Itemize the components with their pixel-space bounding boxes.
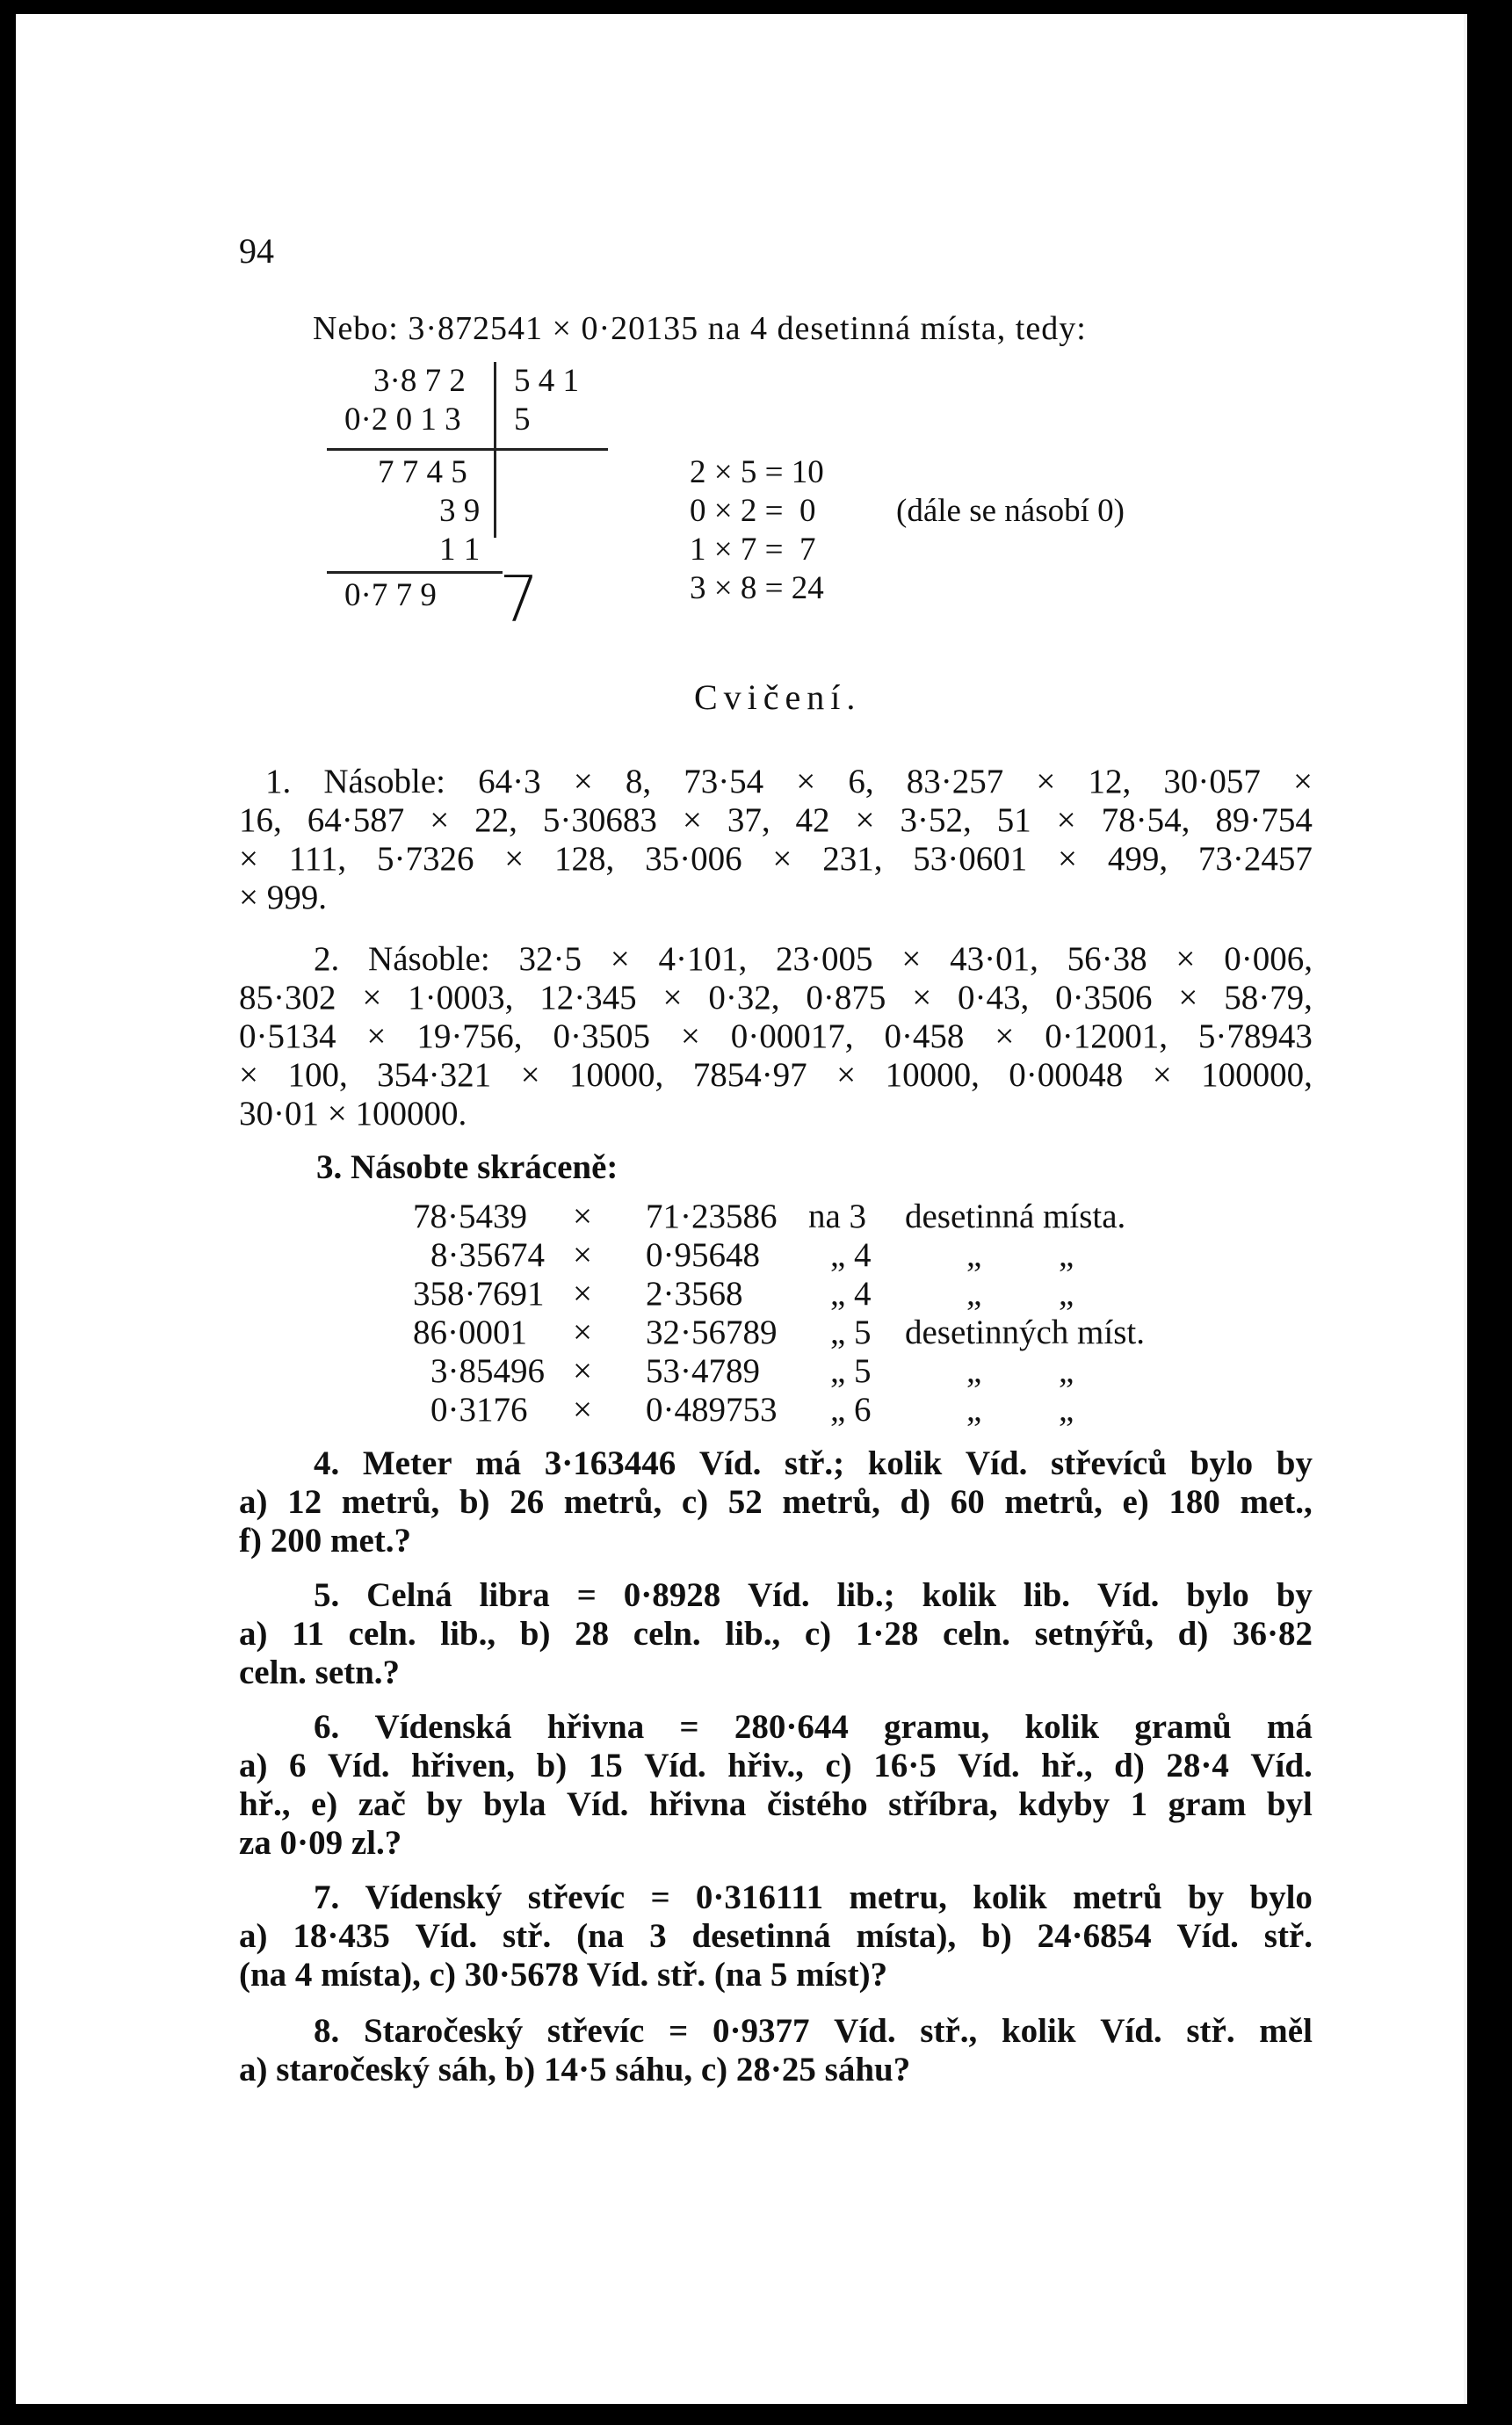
equation-2: 0 × 2 = 0	[690, 493, 816, 529]
equation-3: 1 × 7 = 7	[690, 532, 816, 568]
ex1-line-1: 1. Násoble: 64·3 × 8, 73·54 × 6, 83·257 × 12, 30·057 ×	[265, 763, 1313, 800]
ex7-line-3: (na 4 místa), c) 30·5678 Víd. stř. (na 5 míst)?	[239, 1956, 888, 1994]
ex3-r1-a: 78·5439	[413, 1198, 527, 1235]
ex3-r5-x: ×	[573, 1352, 592, 1390]
exercise-2	[239, 940, 1313, 1133]
handwritten-note: 7	[499, 562, 539, 636]
ex3-r6-a: 0·3176	[430, 1391, 528, 1429]
ex4-line-3: f) 200 met.?	[239, 1522, 412, 1560]
ex3-r2-a: 8·35674	[430, 1236, 545, 1274]
div-sum-rule	[327, 571, 503, 574]
ex3-r1-q: na 3	[808, 1198, 867, 1235]
ex1-line-3: × 111, 5·7326 × 128, 35·006 × 231, 53·0601 × 499, 73·2457	[239, 840, 1313, 878]
exercise-1	[239, 763, 1313, 917]
ex1-line-2: 16, 64·587 × 22, 5·30683 × 37, 42 × 3·52, 51 × 78·54, 89·754	[239, 801, 1313, 839]
intro-line: Nebo: 3·872541 × 0·20135 na 4 desetinná místa, tedy:	[313, 310, 1087, 347]
ex4-line-2: a) 12 metrů, b) 26 metrů, c) 52 metrů, d) 60 metrů, e) 180 met.,	[239, 1483, 1313, 1521]
ex3-r4-b: 32·56789	[646, 1314, 778, 1351]
ex3-r5-a: 3·85496	[430, 1352, 545, 1390]
ex3-r4-q: „ 5	[830, 1314, 872, 1351]
exercise-7	[239, 1878, 1313, 1994]
ex4-line-1: 4. Meter má 3·163446 Víd. stř.; kolik Víd. střevíců bylo by	[314, 1444, 1313, 1482]
ex5-line-1: 5. Celná libra = 0·8928 Víd. lib.; kolik lib. Víd. bylo by	[314, 1576, 1313, 1614]
page-number: 94	[239, 231, 274, 271]
div-partial-2: 3 9	[439, 493, 481, 529]
page-edge	[1464, 14, 1467, 2404]
ex3-r1-x: ×	[573, 1198, 592, 1235]
ex3-r3-x: ×	[573, 1275, 592, 1313]
ex3-r6-b: 0·489753	[646, 1391, 778, 1429]
ex3-r2-q: „ 4	[830, 1236, 872, 1274]
ex3-r4-x: ×	[573, 1314, 592, 1351]
ex6-line-4: za 0·09 zl.?	[239, 1824, 402, 1862]
ex1-line-4: × 999.	[239, 879, 327, 916]
ex3-r5-b: 53·4789	[646, 1352, 760, 1390]
ex6-line-3: hř., e) zač by byla Víd. hřivna čistého stříbra, kdyby 1 gram byl	[239, 1785, 1313, 1823]
ex5-line-2: a) 11 celn. lib., b) 28 celn. lib., c) 1·28 celn. setnýřů, d) 36·82	[239, 1615, 1313, 1653]
ex3-r2-b: 0·95648	[646, 1236, 760, 1274]
equation-note: (dále se násobí 0)	[896, 493, 1125, 529]
ex6-line-1: 6. Vídenská hřivna = 280·644 gramu, kolik gramů má	[314, 1708, 1313, 1746]
section-heading: Cvičení.	[694, 677, 862, 717]
ex3-r6-r: „ „	[966, 1391, 1074, 1429]
exercise-3-title: 3. Násobte skráceně:	[316, 1148, 619, 1186]
ex3-r5-r: „ „	[966, 1352, 1074, 1390]
exercise-6	[239, 1708, 1313, 1863]
ex3-r6-q: „ 6	[830, 1391, 872, 1429]
div-horizontal-rule	[327, 448, 608, 451]
ex6-line-2: a) 6 Víd. hřiven, b) 15 Víd. hřiv., c) 16·5 Víd. hř., d) 28·4 Víd.	[239, 1747, 1313, 1784]
ex7-line-1: 7. Vídenský střevíc = 0·316111 metru, kolik metrů by bylo	[314, 1878, 1313, 1916]
ex3-r4-a: 86·0001	[413, 1314, 527, 1351]
ex3-r5-q: „ 5	[830, 1352, 872, 1390]
ex2-line-3: 0·5134 × 19·756, 0·3505 × 0·00017, 0·458 × 0·12001, 5·78943	[239, 1017, 1313, 1055]
equation-1: 2 × 5 = 10	[690, 454, 824, 490]
ex3-r1-b: 71·23586	[646, 1198, 778, 1235]
div-second-left: 0·2 0 1 3	[344, 402, 461, 438]
exercise-4	[239, 1444, 1313, 1560]
ex3-r3-r: „ „	[966, 1275, 1074, 1313]
ex8-line-1: 8. Staročeský střevíc = 0·9377 Víd. stř., kolik Víd. stř. měl	[314, 2012, 1313, 2050]
ex3-r3-b: 2·3568	[646, 1275, 743, 1313]
ex2-line-1: 2. Násoble: 32·5 × 4·101, 23·005 × 43·01, 56·38 × 0·006,	[314, 940, 1313, 978]
div-result: 0·7 7 9	[344, 577, 437, 613]
ex8-line-2: a) staročeský sáh, b) 14·5 sáhu, c) 28·25 sáhu?	[239, 2051, 911, 2088]
ex2-line-4: × 100, 354·321 × 10000, 7854·97 × 10000, 0·00048 × 100000,	[239, 1056, 1313, 1094]
ex7-line-2: a) 18·435 Víd. stř. (na 3 desetinná místa), b) 24·6854 Víd. stř.	[239, 1917, 1313, 1955]
div-partial-1: 7 7 4 5	[378, 454, 467, 490]
div-top-left: 3·8 7 2	[373, 363, 466, 399]
ex3-r2-r: „ „	[966, 1236, 1074, 1274]
equation-4: 3 × 8 = 24	[690, 570, 824, 606]
ex3-r1-r: desetinná místa.	[905, 1198, 1126, 1235]
ex3-r4-r: desetinných míst.	[905, 1314, 1145, 1351]
div-top-right: 5 4 1	[514, 363, 579, 399]
ex2-line-2: 85·302 × 1·0003, 12·345 × 0·32, 0·875 × 0·43, 0·3506 × 58·79,	[239, 979, 1313, 1017]
div-partial-3: 1 1	[439, 532, 481, 568]
ex5-line-3: celn. setn.?	[239, 1654, 401, 1691]
ex3-r3-a: 358·7691	[413, 1275, 545, 1313]
ex3-r6-x: ×	[573, 1391, 592, 1429]
ex3-r3-q: „ 4	[830, 1275, 872, 1313]
ex3-r2-x: ×	[573, 1236, 592, 1274]
div-second-right: 5	[514, 402, 531, 438]
exercise-5	[239, 1576, 1313, 1692]
ex2-line-5: 30·01 × 100000.	[239, 1095, 467, 1133]
exercise-8	[239, 2012, 1313, 2089]
